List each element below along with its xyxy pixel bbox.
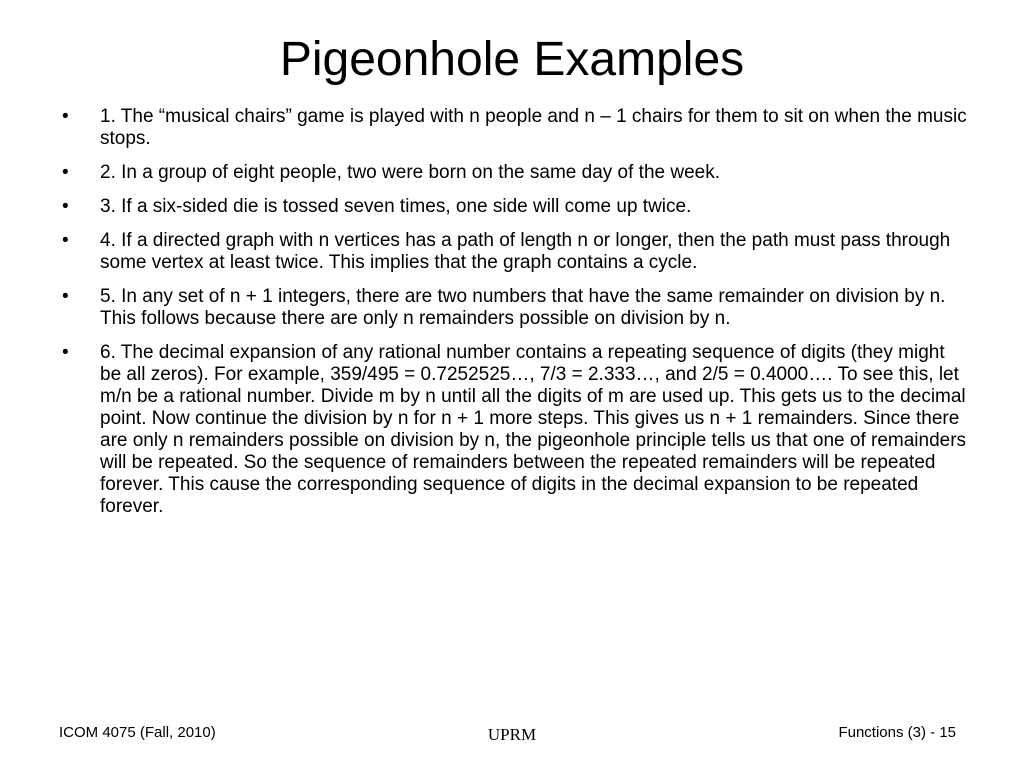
bullet-marker: •: [62, 196, 69, 217]
bullet-text: 3. If a six-sided die is tossed seven times, one side will come up twice.: [100, 196, 692, 217]
bullet-text: 2. In a group of eight people, two were born on the same day of the week.: [100, 162, 721, 183]
list-item: [58, 196, 968, 218]
bullet-text: 6. The decimal expansion of any rational number contains a repeating sequence of digits (they might be all zeros). For example, 359/495 = 0.7252525…, 7/3 = 2.333…, and 2/5 = 0.4000…. To see this, let m/n be a rational number. Divide m by n until all the digits of m are used up. This gets us to the decimal point. Now continue the division by n for n + 1 more steps. This gives us n + 1 remainders. Since there are only n remainders possible on division by n, the pigeonhole principle tells us that one of remainders will be repeated. So the sequence of remainders between the repeated remainders will be repeated forever. This cause the corresponding sequence of digits in the decimal expansion to be repeated forever.: [100, 342, 967, 517]
list-item: [58, 230, 968, 274]
bullet-marker: •: [62, 162, 69, 183]
bullet-text: 5. In any set of n + 1 integers, there are two numbers that have the same remainder on division by n. This follows because there are only n remainders possible on division by n.: [100, 286, 946, 329]
bullet-marker: •: [62, 106, 69, 127]
slide-title: Pigeonhole Examples: [279, 33, 745, 86]
footer-course: ICOM 4075 (Fall, 2010): [59, 724, 216, 741]
footer-institution: UPRM: [487, 725, 537, 744]
bullet-marker: •: [62, 342, 69, 363]
footer-slide-number: Functions (3) - 15: [838, 724, 956, 741]
bullet-text: 4. If a directed graph with n vertices has a path of length n or longer, then the path must pass through some vertex at least twice. This implies that the graph contains a cycle.: [100, 230, 951, 273]
list-item: [58, 106, 968, 150]
bullet-marker: •: [62, 230, 69, 251]
bullet-marker: •: [62, 286, 69, 307]
bullet-text: 1. The “musical chairs” game is played with n people and n – 1 chairs for them to sit on when the music stops.: [100, 106, 967, 149]
list-item: [58, 342, 968, 518]
bullet-list: [58, 106, 968, 530]
list-item: [58, 286, 968, 330]
list-item: [58, 162, 968, 184]
